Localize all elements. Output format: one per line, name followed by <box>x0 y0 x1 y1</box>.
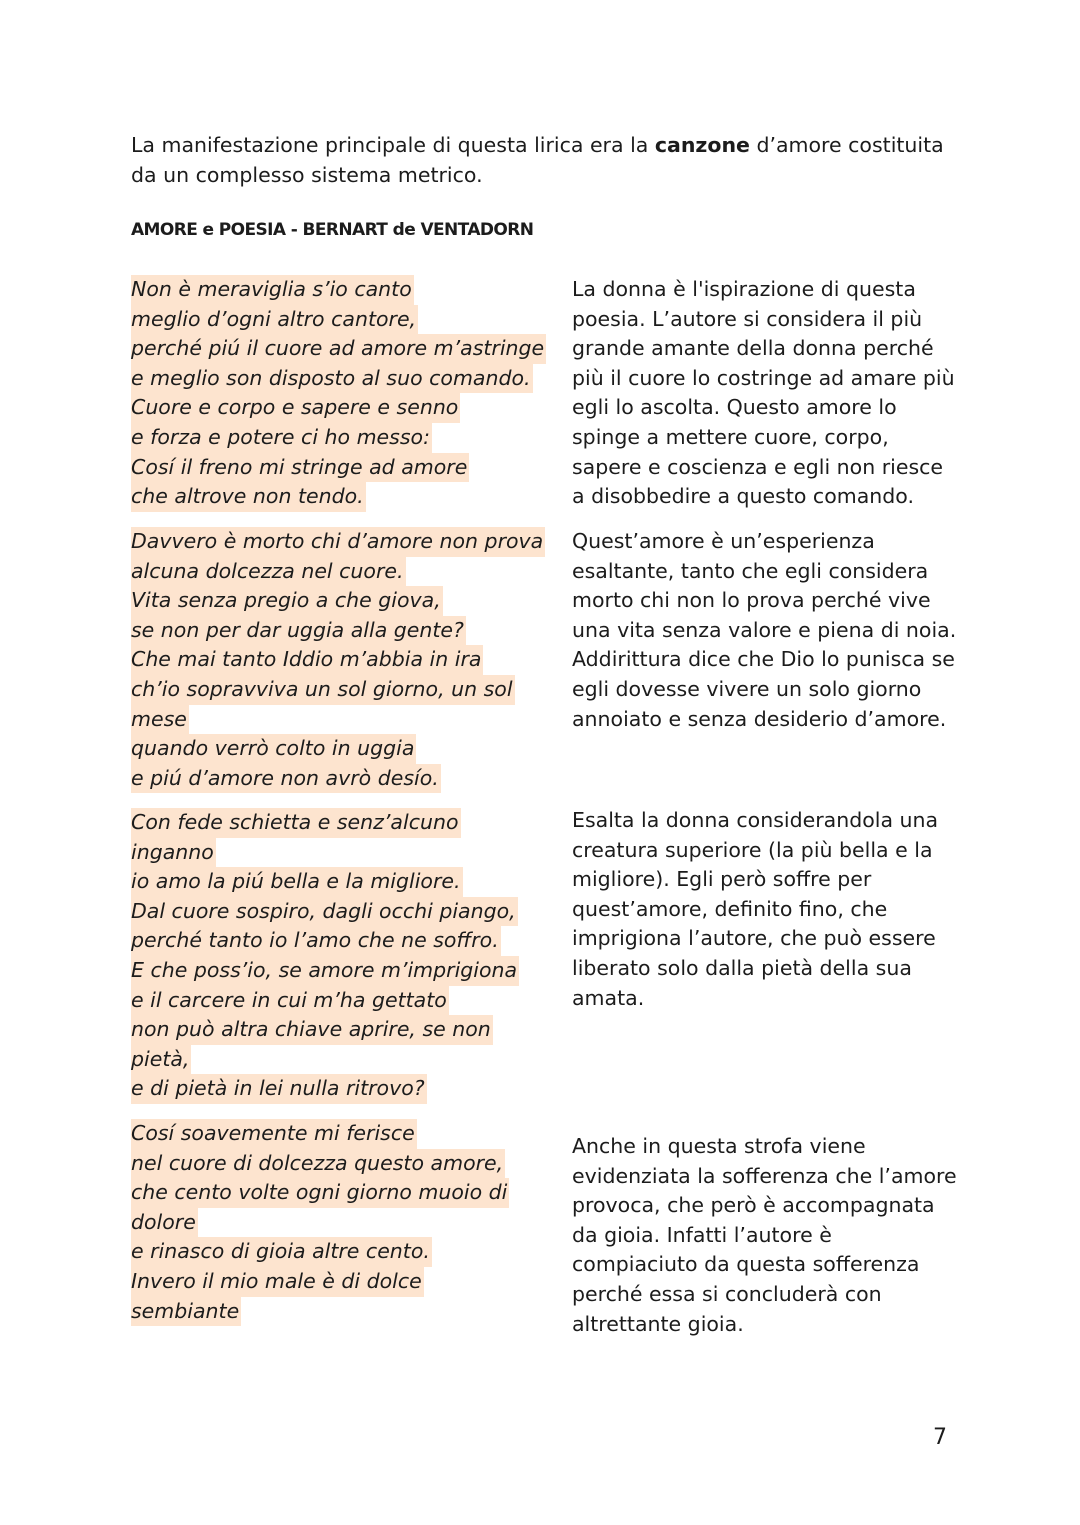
verse-line: perché piú il cuore ad amore m’astringe <box>131 334 546 364</box>
page-number: 7 <box>933 1425 947 1450</box>
poem-heading: AMORE e POESIA - BERNART de VENTADORN <box>131 220 534 240</box>
verse-line: E che poss’io, se amore m’imprigiona <box>131 956 519 986</box>
verse-line: che cento volte ogni giorno muoio di <box>131 1178 509 1208</box>
verse-line: sembiante <box>131 1297 241 1327</box>
stanza-3 <box>131 808 519 1104</box>
verse-line: pietà, <box>131 1045 191 1075</box>
verse-line: e di pietà in lei nulla ritrovo? <box>131 1074 427 1104</box>
stanza-1-comment: La donna è l'ispirazione di questa poesia. L’autore si considera il più grande amante della donna perché più il cuore lo costringe ad amare più egli lo ascolta. Questo amore lo spinge a mettere cuore, corpo, sapere e coscienza e egli non riesce a disobbedire a questo comando. <box>572 277 955 509</box>
stanza-3-comment: Esalta la donna considerandola una creatura superiore (la più bella e la migliore). Egli però soffre per quest’amore, definito fino, che imprigiona l’autore, che può essere liberato solo dalla pietà della sua amata. <box>572 808 939 1010</box>
stanza-4-comment: Anche in questa strofa viene evidenziata la sofferenza che l’amore provoca, che però è accompagnata da gioia. Infatti l’autore è compiaciuto da questa sofferenza perché essa si concluderà con altrettante gioia. <box>572 1134 957 1336</box>
intro-paragraph <box>131 130 961 190</box>
verse-line: se non per dar uggia alla gente? <box>131 616 466 646</box>
verse-line: e il carcere in cui m’ha gettato <box>131 986 449 1016</box>
verse-line: Invero il mio male è di dolce <box>131 1267 424 1297</box>
verse-line: e forza e potere ci ho messo: <box>131 423 432 453</box>
verse-line: dolore <box>131 1208 198 1238</box>
verse-line: meglio d’ogni altro cantore, <box>131 305 418 335</box>
intro-text-before: La manifestazione principale di questa lirica era la <box>131 133 655 157</box>
stanza-4 <box>131 1119 509 1326</box>
verse-line: mese <box>131 705 189 735</box>
stanza-1 <box>131 275 546 512</box>
verse-line: Dal cuore sospiro, dagli occhi piango, <box>131 897 518 927</box>
verse-line: inganno <box>131 838 216 868</box>
verse-line: e rinasco di gioia altre cento. <box>131 1237 432 1267</box>
verse-line: nel cuore di dolcezza questo amore, <box>131 1149 505 1179</box>
verse-line: Davvero è morto chi d’amore non prova <box>131 527 545 557</box>
verse-line: che altrove non tendo. <box>131 482 366 512</box>
verse-line: Cosí soavemente mi ferisce <box>131 1119 417 1149</box>
stanza-2 <box>131 527 545 793</box>
verse-line: non può altra chiave aprire, se non <box>131 1015 493 1045</box>
verse-line: Con fede schietta e senz’alcuno <box>131 808 461 838</box>
stanza-2-comment: Quest’amore è un’esperienza esaltante, tanto che egli considera morto chi non lo prova perché vive una vita senza valore e piena di noia. Addirittura dice che Dio lo punisca se egli dovesse vivere un solo giorno annoiato e senza desiderio d’amore. <box>572 529 957 731</box>
verse-line: quando verrò colto in uggia <box>131 734 416 764</box>
verse-line: Cuore e corpo e sapere e senno <box>131 393 460 423</box>
verse-line: e piú d’amore non avrò desío. <box>131 764 441 794</box>
intro-bold-term: canzone <box>654 133 750 157</box>
verse-line: Vita senza pregio a che giova, <box>131 586 443 616</box>
verse-line: alcuna dolcezza nel cuore. <box>131 557 406 587</box>
verse-line: io amo la piú bella e la migliore. <box>131 867 463 897</box>
verse-line: Che mai tanto Iddio m’abbia in ira <box>131 645 483 675</box>
verse-line: Non è meraviglia s’io canto <box>131 275 414 305</box>
verse-line: e meglio son disposto al suo comando. <box>131 364 533 394</box>
verse-line: perché tanto io l’amo che ne soffro. <box>131 926 501 956</box>
verse-line: ch’io sopravviva un sol giorno, un sol <box>131 675 515 705</box>
intro-text-after: d’amore costituita da un complesso sistema metrico. <box>131 133 944 187</box>
verse-line: Cosí il freno mi stringe ad amore <box>131 453 469 483</box>
